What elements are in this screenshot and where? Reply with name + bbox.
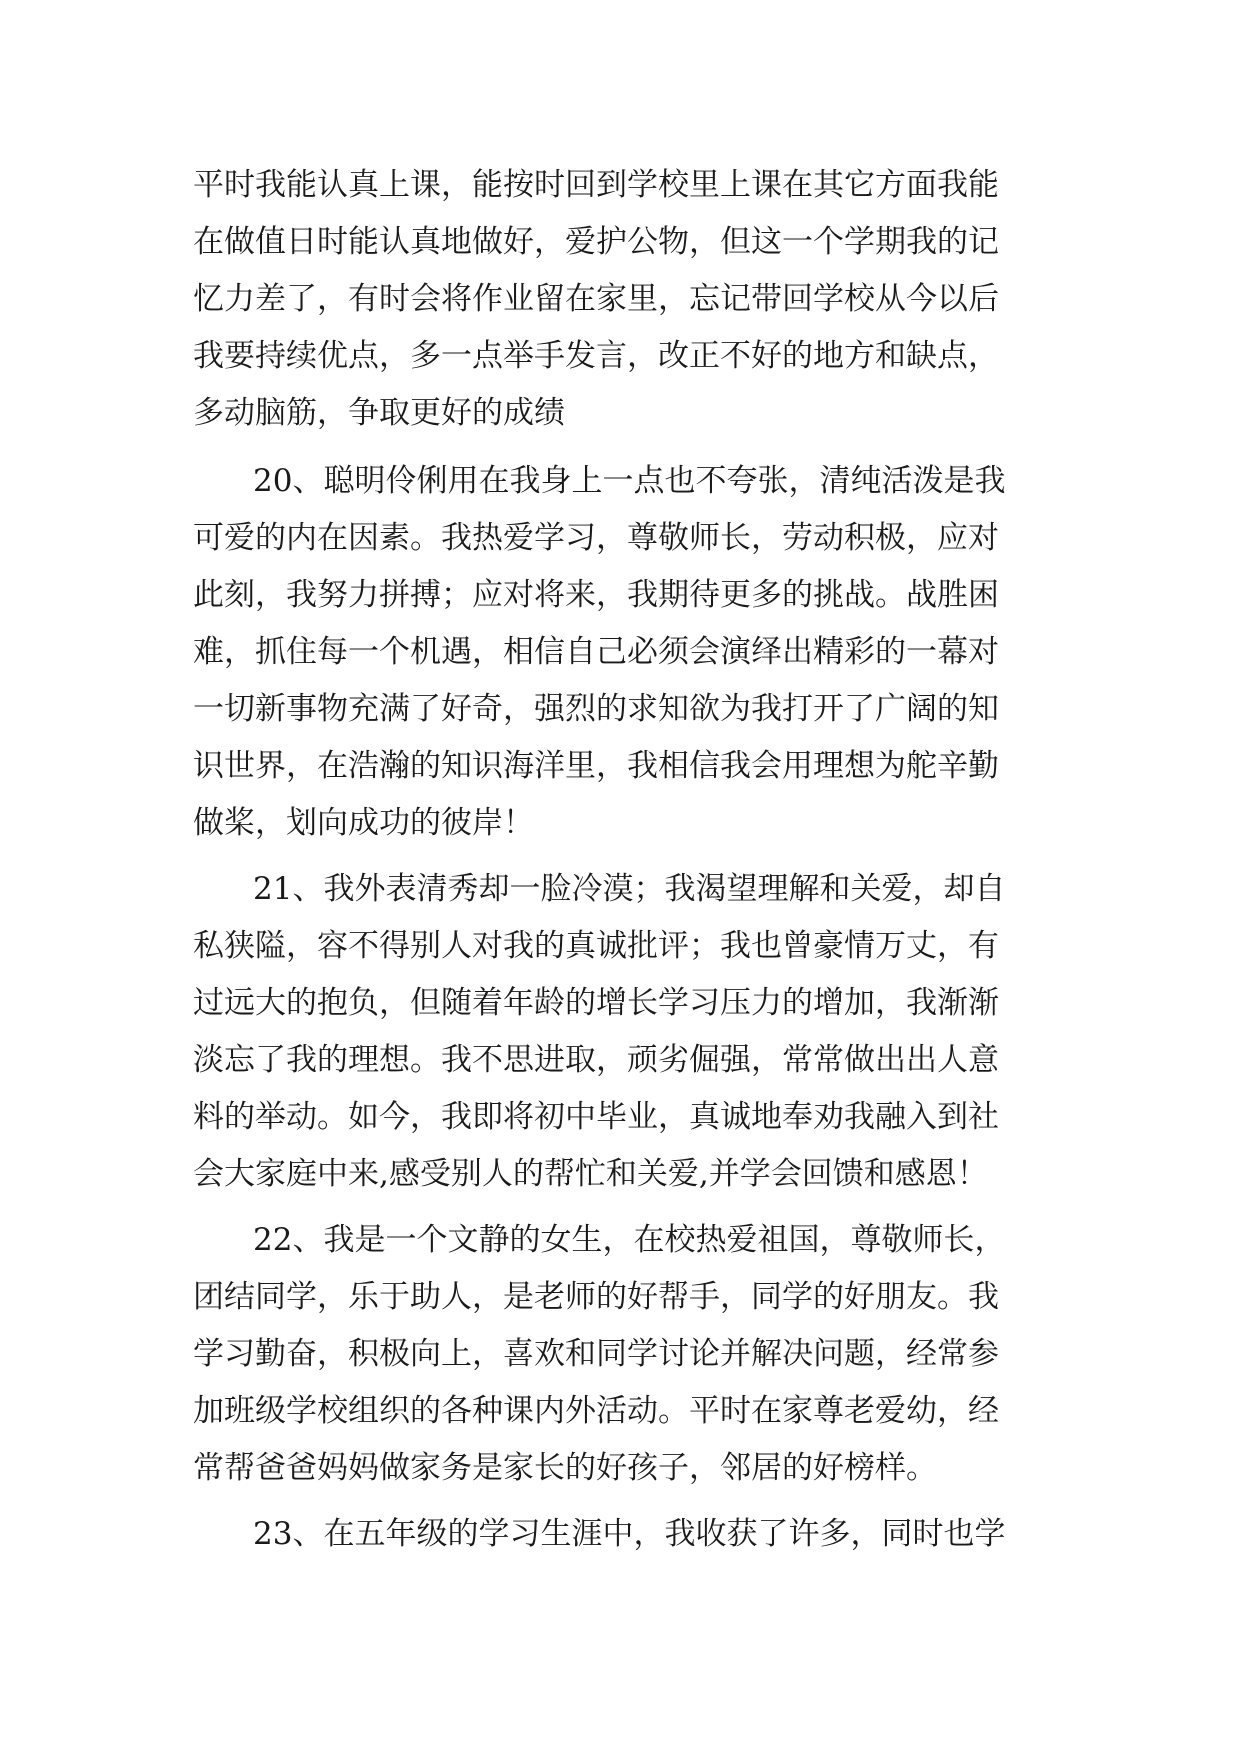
- text-line: 做桨，划向成功的彼岸！: [193, 805, 534, 841]
- text-line: 常帮爸爸妈妈做家务是家长的好孩子，邻居的好榜样。: [193, 1450, 937, 1486]
- text-line: 加班级学校组织的各种课内外活动。平时在家尊老爱幼，经: [193, 1393, 999, 1429]
- text-line: 过远大的抱负，但随着年龄的增长学习压力的增加，我渐渐: [193, 985, 999, 1021]
- text-line: 识世界，在浩瀚的知识海洋里，我相信我会用理想为舵辛勤: [193, 748, 999, 784]
- text-line: 团结同学，乐于助人，是老师的好帮手，同学的好朋友。我: [193, 1279, 999, 1315]
- text-line: 料的举动。如今，我即将初中毕业，真诚地奉劝我融入到社: [193, 1099, 999, 1135]
- text-line: 一切新事物充满了好奇，强烈的求知欲为我打开了广阔的知: [193, 691, 999, 727]
- text-line: 可爱的内在因素。我热爱学习，尊敬师长，劳动积极，应对: [193, 520, 999, 556]
- paragraph-first-line: 21、我外表清秀却一脸冷漠；我渴望理解和关爱，却自: [253, 871, 1006, 907]
- text-line: 此刻，我努力拼搏；应对将来，我期待更多的挑战。战胜困: [193, 577, 999, 613]
- text-line: 难，抓住每一个机遇，相信自己必须会演绎出精彩的一幕对: [193, 634, 999, 670]
- text-line: 多动脑筋，争取更好的成绩: [193, 395, 565, 431]
- text-line: 我要持续优点，多一点举手发言，改正不好的地方和缺点，: [193, 338, 999, 374]
- text-line: 学习勤奋，积极向上，喜欢和同学讨论并解决问题，经常参: [193, 1336, 999, 1372]
- paragraph-first-line: 22、我是一个文静的女生，在校热爱祖国，尊敬师长，: [253, 1222, 1006, 1258]
- text-line: 在做值日时能认真地做好，爱护公物，但这一个学期我的记: [193, 224, 999, 260]
- paragraph-first-line: 23、在五年级的学习生涯中，我收获了许多，同时也学: [253, 1516, 1006, 1552]
- text-line: 平时我能认真上课，能按时回到学校里上课在其它方面我能: [193, 167, 999, 203]
- text-line: 会大家庭中来,感受别人的帮忙和关爱,并学会回馈和感恩！: [193, 1156, 988, 1192]
- paragraph-first-line: 20、聪明伶俐用在我身上一点也不夸张，清纯活泼是我: [253, 463, 1006, 499]
- text-line: 私狭隘，容不得别人对我的真诚批评；我也曾豪情万丈，有: [193, 928, 999, 964]
- text-line: 忆力差了，有时会将作业留在家里，忘记带回学校从今以后: [193, 281, 999, 317]
- text-line: 淡忘了我的理想。我不思进取，顽劣倔强，常常做出出人意: [193, 1042, 999, 1078]
